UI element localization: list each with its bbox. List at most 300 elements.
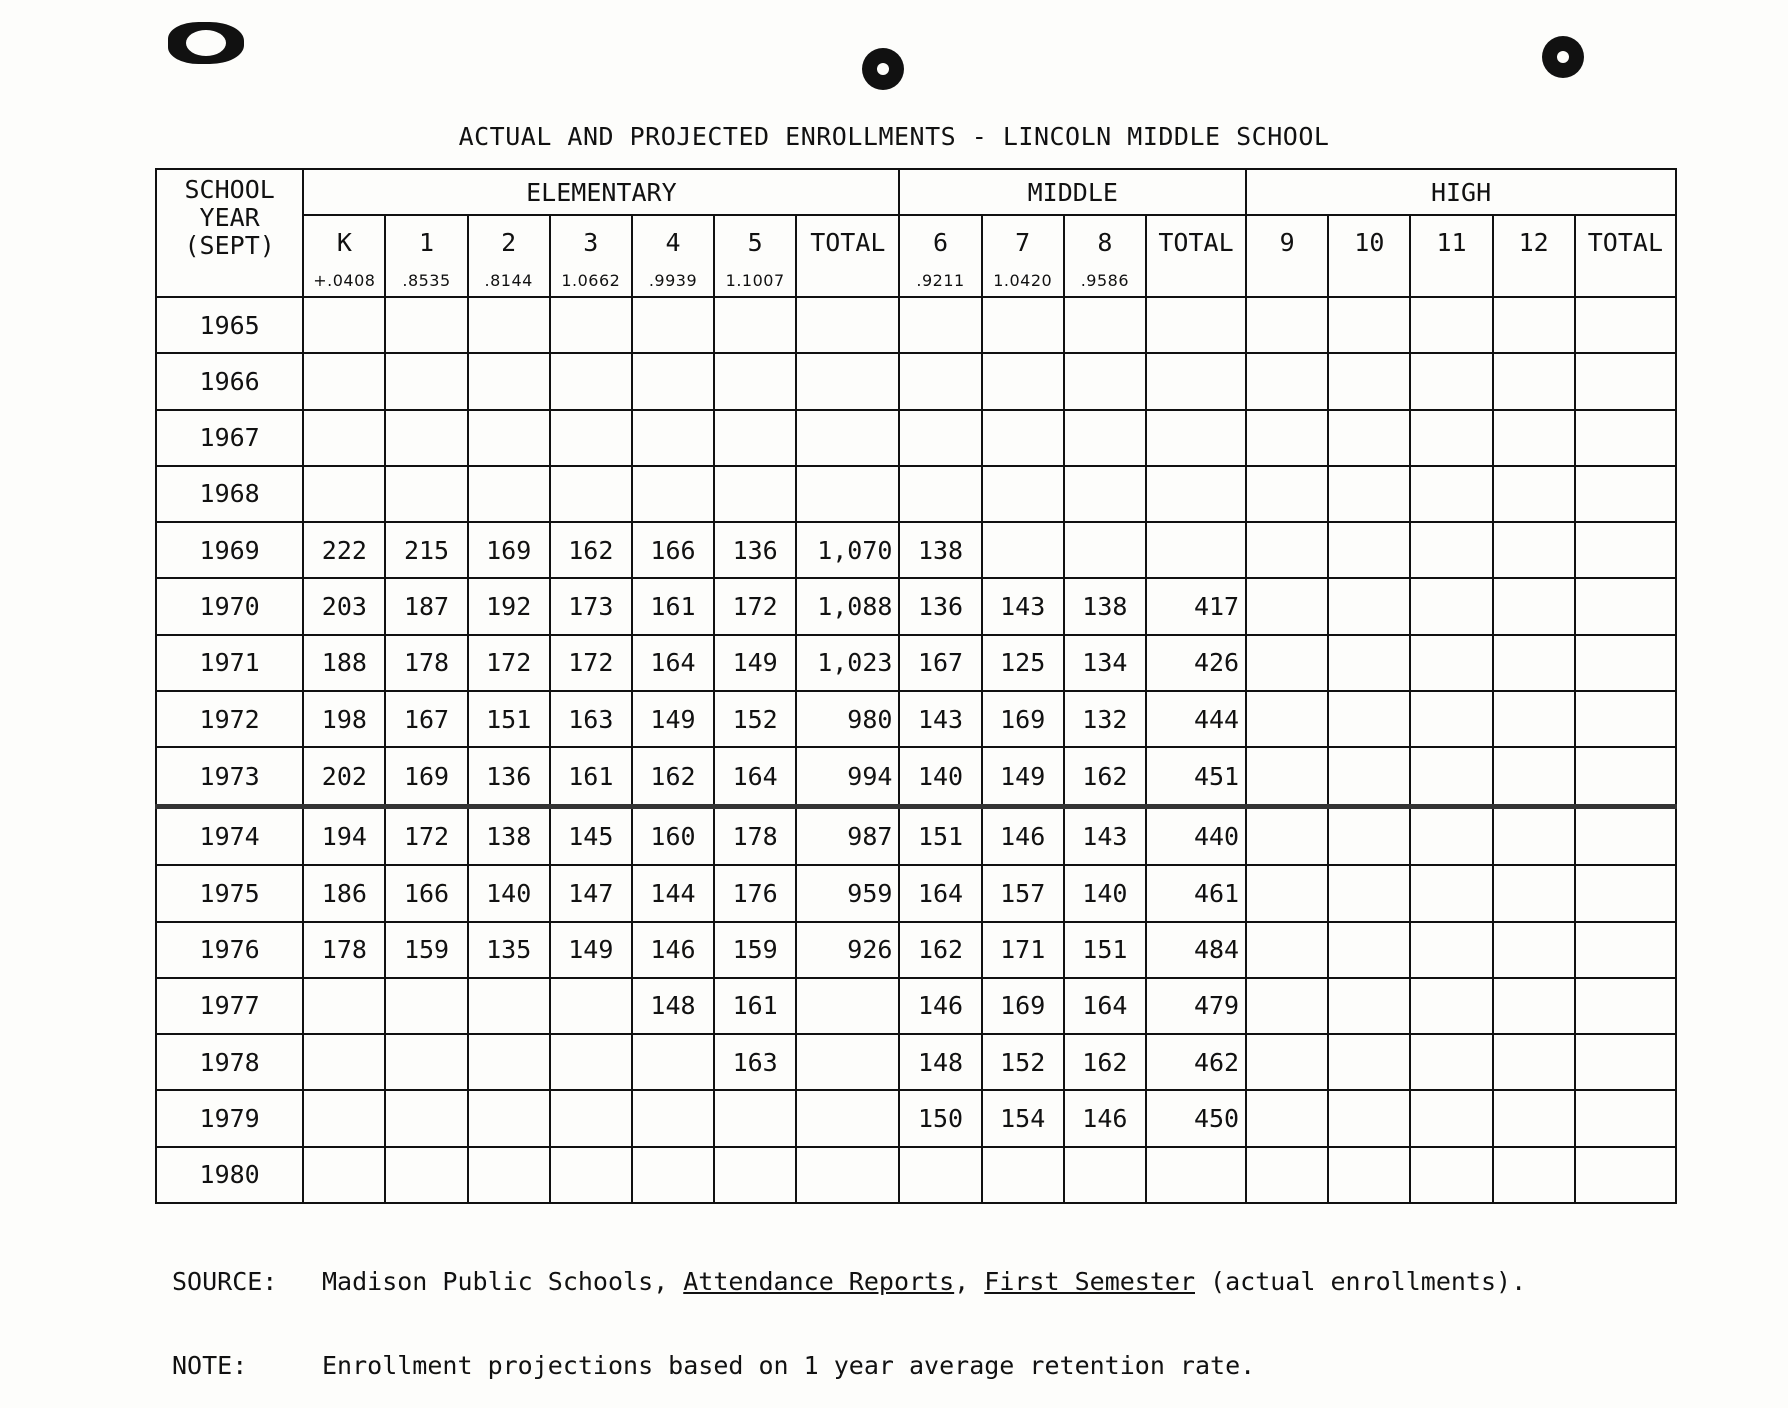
enrollment-cell: 163 (714, 1034, 796, 1090)
enrollment-cell (796, 1034, 899, 1090)
enrollment-cell: 162 (1064, 747, 1146, 806)
enrollment-cell (385, 1090, 467, 1146)
table-row (156, 1090, 1676, 1146)
enrollment-cell: 172 (550, 635, 632, 691)
enrollment-cell: 203 (303, 578, 385, 634)
enrollment-cell (1246, 466, 1328, 522)
enrollment-cell: 1,023 (796, 635, 899, 691)
enrollment-cell (1328, 578, 1410, 634)
enrollment-cell: 146 (982, 806, 1064, 865)
enrollment-cell: 171 (982, 922, 1064, 978)
enrollment-cell (796, 466, 899, 522)
group-header-middle: MIDDLE (899, 169, 1246, 215)
enrollment-cell: 148 (632, 978, 714, 1034)
enrollment-cell (899, 353, 981, 409)
enrollment-cell: 136 (899, 578, 981, 634)
enrollment-cell (1493, 522, 1575, 578)
enrollment-cell (982, 410, 1064, 466)
year-cell: 1978 (156, 1034, 303, 1090)
enrollment-cell (468, 978, 550, 1034)
enrollment-table (155, 168, 1677, 1204)
enrollment-cell (1410, 466, 1492, 522)
enrollment-cell: 980 (796, 691, 899, 747)
punch-hole (1542, 36, 1584, 78)
enrollment-cell (982, 522, 1064, 578)
enrollment-cell: 198 (303, 691, 385, 747)
enrollment-cell (714, 1090, 796, 1146)
enrollment-cell (1328, 978, 1410, 1034)
enrollment-cell (1246, 522, 1328, 578)
column-header (1328, 215, 1410, 297)
enrollment-cell: 134 (1064, 635, 1146, 691)
table-row (156, 922, 1676, 978)
enrollment-cell: 157 (982, 865, 1064, 921)
enrollment-cell: 169 (385, 747, 467, 806)
enrollment-cell: 160 (632, 806, 714, 865)
column-header (468, 215, 550, 297)
grade-label: 1 (418, 228, 435, 257)
enrollment-cell: 146 (899, 978, 981, 1034)
year-cell: 1977 (156, 978, 303, 1034)
year-cell: 1974 (156, 806, 303, 865)
retention-rate: .9586 (1080, 271, 1129, 290)
enrollment-cell (1493, 978, 1575, 1034)
column-header (550, 215, 632, 297)
enrollment-cell (899, 466, 981, 522)
enrollment-cell: 143 (982, 578, 1064, 634)
enrollment-cell (1410, 297, 1492, 353)
enrollment-cell: 164 (1064, 978, 1146, 1034)
enrollment-cell: 462 (1146, 1034, 1246, 1090)
table-row (156, 1034, 1676, 1090)
enrollment-cell: 450 (1146, 1090, 1246, 1146)
year-cell: 1971 (156, 635, 303, 691)
enrollment-cell (1493, 353, 1575, 409)
enrollment-cell (714, 1147, 796, 1203)
enrollment-cell (550, 410, 632, 466)
column-header (1493, 215, 1575, 297)
enrollment-cell (1246, 297, 1328, 353)
enrollment-cell (1575, 1147, 1676, 1203)
enrollment-cell (1493, 1034, 1575, 1090)
enrollment-cell (1575, 410, 1676, 466)
enrollment-cell (1493, 865, 1575, 921)
enrollment-cell (1410, 865, 1492, 921)
enrollment-cell (899, 410, 981, 466)
enrollment-cell: 461 (1146, 865, 1246, 921)
enrollment-cell (1146, 297, 1246, 353)
grade-label: 5 (747, 228, 763, 257)
enrollment-cell (796, 297, 899, 353)
enrollment-cell (1575, 747, 1676, 806)
enrollment-cell (1246, 747, 1328, 806)
year-cell: 1965 (156, 297, 303, 353)
enrollment-cell: 173 (550, 578, 632, 634)
enrollment-cell (1493, 1090, 1575, 1146)
retention-rate: 1.1007 (725, 271, 785, 290)
enrollment-cell: 159 (714, 922, 796, 978)
enrollment-cell: 150 (899, 1090, 981, 1146)
enrollment-cell: 161 (632, 578, 714, 634)
enrollment-cell: 138 (468, 806, 550, 865)
enrollment-cell: 164 (714, 747, 796, 806)
enrollment-cell (1493, 922, 1575, 978)
enrollment-cell (1146, 353, 1246, 409)
enrollment-cell: 426 (1146, 635, 1246, 691)
column-header (303, 215, 385, 297)
enrollment-cell: 169 (982, 691, 1064, 747)
enrollment-cell (1246, 922, 1328, 978)
year-cell: 1966 (156, 353, 303, 409)
enrollment-cell (632, 1090, 714, 1146)
enrollment-cell (468, 353, 550, 409)
table-row (156, 410, 1676, 466)
enrollment-cell (468, 297, 550, 353)
enrollment-cell (632, 297, 714, 353)
enrollment-cell (1328, 1090, 1410, 1146)
enrollment-cell: 135 (468, 922, 550, 978)
enrollment-cell: 162 (899, 922, 981, 978)
grade-label: TOTAL (1587, 228, 1663, 257)
enrollment-cell (1246, 635, 1328, 691)
enrollment-cell (385, 466, 467, 522)
grade-label: TOTAL (1158, 228, 1234, 257)
enrollment-cell (1493, 410, 1575, 466)
enrollment-cell (303, 978, 385, 1034)
enrollment-cell (550, 466, 632, 522)
enrollment-cell: 140 (1064, 865, 1146, 921)
enrollment-cell: 148 (899, 1034, 981, 1090)
enrollment-cell (1328, 922, 1410, 978)
enrollment-cell: 140 (468, 865, 550, 921)
year-cell: 1967 (156, 410, 303, 466)
enrollment-cell (1328, 1147, 1410, 1203)
retention-rate: 1.0420 (993, 271, 1053, 290)
enrollment-cell (303, 297, 385, 353)
grade-label: K (336, 228, 352, 257)
enrollment-cell (1575, 922, 1676, 978)
grade-label: TOTAL (810, 228, 886, 257)
column-header (632, 215, 714, 297)
enrollment-cell (1575, 578, 1676, 634)
enrollment-cell (1410, 922, 1492, 978)
enrollment-cell: 178 (385, 635, 467, 691)
enrollment-cell (550, 297, 632, 353)
enrollment-cell: 215 (385, 522, 467, 578)
enrollment-cell: 149 (982, 747, 1064, 806)
enrollment-cell: 172 (468, 635, 550, 691)
year-cell: 1975 (156, 865, 303, 921)
grade-label: 6 (933, 228, 949, 257)
enrollment-cell: 202 (303, 747, 385, 806)
enrollment-cell (1410, 1090, 1492, 1146)
enrollment-cell (550, 1034, 632, 1090)
table-row (156, 747, 1676, 806)
enrollment-cell: 451 (1146, 747, 1246, 806)
enrollment-cell: 959 (796, 865, 899, 921)
column-header (899, 215, 981, 297)
enrollment-cell (1410, 691, 1492, 747)
enrollment-cell (1575, 806, 1676, 865)
enrollment-cell: 143 (899, 691, 981, 747)
year-cell: 1968 (156, 466, 303, 522)
enrollment-cell (385, 978, 467, 1034)
enrollment-cell (303, 353, 385, 409)
enrollment-cell: 167 (899, 635, 981, 691)
column-header (1064, 215, 1146, 297)
enrollment-cell (550, 1090, 632, 1146)
enrollment-cell (1146, 410, 1246, 466)
enrollment-cell (982, 466, 1064, 522)
enrollment-cell: 140 (899, 747, 981, 806)
column-header (796, 215, 899, 297)
grade-label: 2 (501, 228, 517, 257)
enrollment-cell (385, 410, 467, 466)
enrollment-cell (632, 353, 714, 409)
table-row (156, 522, 1676, 578)
table-row (156, 865, 1676, 921)
enrollment-cell (1410, 747, 1492, 806)
retention-rate: .9211 (916, 271, 965, 290)
enrollment-cell: 154 (982, 1090, 1064, 1146)
enrollment-cell: 144 (632, 865, 714, 921)
grade-label: 3 (583, 228, 599, 257)
table-row (156, 466, 1676, 522)
enrollment-cell (1410, 1034, 1492, 1090)
enrollment-cell: 166 (632, 522, 714, 578)
retention-rate: .8535 (402, 271, 451, 290)
enrollment-cell (1146, 522, 1246, 578)
enrollment-cell (899, 297, 981, 353)
enrollment-cell: 136 (714, 522, 796, 578)
enrollment-cell: 143 (1064, 806, 1146, 865)
enrollment-cell: 417 (1146, 578, 1246, 634)
enrollment-cell (1575, 1034, 1676, 1090)
year-cell: 1970 (156, 578, 303, 634)
enrollment-cell (385, 1147, 467, 1203)
enrollment-cell (550, 1147, 632, 1203)
enrollment-cell (1410, 978, 1492, 1034)
group-header-high: HIGH (1246, 169, 1676, 215)
year-cell: 1973 (156, 747, 303, 806)
enrollment-cell (796, 353, 899, 409)
enrollment-cell (550, 353, 632, 409)
enrollment-cell (982, 353, 1064, 409)
enrollment-cell: 152 (982, 1034, 1064, 1090)
enrollment-cell (1328, 1034, 1410, 1090)
enrollment-cell: 444 (1146, 691, 1246, 747)
grade-label: 9 (1279, 228, 1295, 257)
enrollment-cell (1246, 691, 1328, 747)
enrollment-cell: 926 (796, 922, 899, 978)
enrollment-cell (1246, 578, 1328, 634)
enrollment-cell: 188 (303, 635, 385, 691)
enrollment-cell (385, 353, 467, 409)
page-title: ACTUAL AND PROJECTED ENROLLMENTS - LINCOLN MIDDLE SCHOOL (458, 122, 1330, 151)
enrollment-cell (796, 1090, 899, 1146)
table-row (156, 691, 1676, 747)
enrollment-cell (1328, 865, 1410, 921)
enrollment-cell (1575, 691, 1676, 747)
year-cell: 1969 (156, 522, 303, 578)
table-row (156, 578, 1676, 634)
enrollment-cell: 146 (632, 922, 714, 978)
enrollment-cell: 163 (550, 691, 632, 747)
column-header (385, 215, 467, 297)
enrollment-cell (1575, 466, 1676, 522)
year-cell: 1976 (156, 922, 303, 978)
enrollment-cell (1575, 297, 1676, 353)
grade-label: 4 (665, 228, 681, 257)
enrollment-cell: 164 (899, 865, 981, 921)
enrollment-cell: 1,088 (796, 578, 899, 634)
enrollment-cell: 169 (468, 522, 550, 578)
enrollment-cell (1064, 353, 1146, 409)
enrollment-cell (1328, 297, 1410, 353)
enrollment-cell: 440 (1146, 806, 1246, 865)
enrollment-cell (1410, 522, 1492, 578)
enrollment-cell: 132 (1064, 691, 1146, 747)
enrollment-cell: 151 (1064, 922, 1146, 978)
enrollment-cell: 149 (714, 635, 796, 691)
enrollment-cell (1410, 635, 1492, 691)
enrollment-cell (1493, 806, 1575, 865)
enrollment-cell: 147 (550, 865, 632, 921)
enrollment-cell (982, 297, 1064, 353)
enrollment-cell: 186 (303, 865, 385, 921)
source-note: SOURCE: Madison Public Schools, Attendance Reports, First Semester (actual enrollments). (172, 1267, 1527, 1296)
enrollment-cell: 164 (632, 635, 714, 691)
enrollment-cell (1575, 978, 1676, 1034)
enrollment-cell (714, 466, 796, 522)
retention-rate: .9939 (648, 271, 698, 290)
enrollment-cell: 161 (714, 978, 796, 1034)
enrollment-cell (1328, 466, 1410, 522)
grade-label: 7 (1015, 228, 1031, 257)
enrollment-cell (632, 410, 714, 466)
retention-rate: 1.0662 (561, 271, 621, 290)
enrollment-cell (714, 353, 796, 409)
enrollment-cell (1328, 747, 1410, 806)
enrollment-cell (385, 1034, 467, 1090)
enrollment-cell (303, 466, 385, 522)
enrollment-cell (1246, 1147, 1328, 1203)
enrollment-cell (1328, 522, 1410, 578)
enrollment-cell: 138 (1064, 578, 1146, 634)
enrollment-cell (1246, 1034, 1328, 1090)
enrollment-cell (632, 466, 714, 522)
enrollment-cell (1328, 691, 1410, 747)
footnotes (172, 1212, 1526, 1408)
enrollment-cell (468, 410, 550, 466)
group-header-elementary: ELEMENTARY (303, 169, 899, 215)
enrollment-cell (1328, 410, 1410, 466)
enrollment-cell (1246, 806, 1328, 865)
table-row (156, 978, 1676, 1034)
enrollment-cell (1410, 410, 1492, 466)
enrollment-cell: 187 (385, 578, 467, 634)
enrollment-cell: 145 (550, 806, 632, 865)
enrollment-cell (468, 1147, 550, 1203)
enrollment-cell (1246, 353, 1328, 409)
enrollment-cell (1246, 978, 1328, 1034)
column-header (1146, 215, 1246, 297)
enrollment-cell: 192 (468, 578, 550, 634)
enrollment-cell: 152 (714, 691, 796, 747)
enrollment-cell (1493, 466, 1575, 522)
enrollment-cell: 151 (468, 691, 550, 747)
enrollment-cell: 178 (714, 806, 796, 865)
enrollment-cell (1575, 522, 1676, 578)
enrollment-cell (1575, 1090, 1676, 1146)
enrollment-cell (1146, 1147, 1246, 1203)
column-header (982, 215, 1064, 297)
enrollment-cell (1493, 297, 1575, 353)
enrollment-cell (1146, 466, 1246, 522)
enrollment-cell (1064, 522, 1146, 578)
retention-rate: +.0408 (313, 271, 376, 290)
table-row (156, 353, 1676, 409)
enrollment-cell (1410, 806, 1492, 865)
grade-label: 10 (1354, 228, 1385, 257)
year-cell: 1972 (156, 691, 303, 747)
grade-label: 12 (1518, 228, 1549, 257)
table-row (156, 1147, 1676, 1203)
punch-hole (862, 48, 904, 90)
enrollment-cell (796, 410, 899, 466)
enrollment-cell: 172 (714, 578, 796, 634)
enrollment-cell: 162 (550, 522, 632, 578)
enrollment-cell (303, 410, 385, 466)
enrollment-cell (1328, 353, 1410, 409)
enrollment-cell: 172 (385, 806, 467, 865)
enrollment-cell: 166 (385, 865, 467, 921)
enrollment-cell: 159 (385, 922, 467, 978)
enrollment-cell (1493, 578, 1575, 634)
enrollment-cell (632, 1034, 714, 1090)
enrollment-cell (468, 1090, 550, 1146)
column-header (1575, 215, 1676, 297)
retention-rate: .8144 (484, 271, 533, 290)
enrollment-cell (1328, 635, 1410, 691)
school-year-header: SCHOOL YEAR (SEPT) (156, 169, 303, 297)
enrollment-cell: 167 (385, 691, 467, 747)
enrollment-cell: 484 (1146, 922, 1246, 978)
enrollment-cell (796, 1147, 899, 1203)
grade-label: 11 (1436, 228, 1467, 257)
table-row (156, 297, 1676, 353)
enrollment-cell (468, 466, 550, 522)
enrollment-cell (1064, 410, 1146, 466)
enrollment-cell (1493, 691, 1575, 747)
enrollment-cell (1246, 1090, 1328, 1146)
enrollment-cell (1575, 353, 1676, 409)
enrollment-cell: 138 (899, 522, 981, 578)
enrollment-cell: 149 (550, 922, 632, 978)
enrollment-cell (1575, 865, 1676, 921)
enrollment-cell (303, 1034, 385, 1090)
enrollment-cell (982, 1147, 1064, 1203)
table-row (156, 806, 1676, 865)
enrollment-cell: 169 (982, 978, 1064, 1034)
enrollment-cell: 987 (796, 806, 899, 865)
enrollment-cell: 146 (1064, 1090, 1146, 1146)
enrollment-cell (1493, 1147, 1575, 1203)
enrollment-cell (1246, 865, 1328, 921)
column-header (1410, 215, 1492, 297)
enrollment-cell: 161 (550, 747, 632, 806)
enrollment-cell (1493, 747, 1575, 806)
